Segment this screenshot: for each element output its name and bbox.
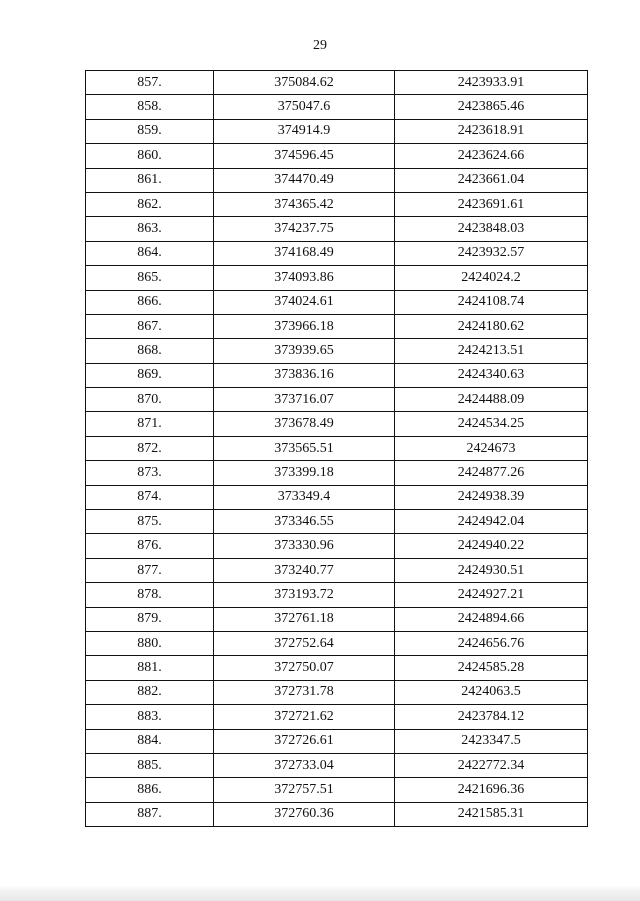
y-coordinate-cell: 2424877.26	[395, 461, 588, 485]
point-number-cell: 870.	[86, 388, 214, 412]
table-row	[86, 339, 588, 363]
x-coordinate-cell: 373939.65	[214, 339, 395, 363]
y-coordinate-cell: 2423624.66	[395, 144, 588, 168]
table-row	[86, 778, 588, 802]
x-coordinate-cell: 374093.86	[214, 266, 395, 290]
table-row	[86, 753, 588, 777]
x-coordinate-cell: 372721.62	[214, 705, 395, 729]
x-coordinate-cell: 373678.49	[214, 412, 395, 436]
y-coordinate-cell: 2424656.76	[395, 631, 588, 655]
x-coordinate-cell: 373346.55	[214, 510, 395, 534]
table-row	[86, 485, 588, 509]
table-row	[86, 705, 588, 729]
point-number-cell: 858.	[86, 95, 214, 119]
x-coordinate-cell: 375084.62	[214, 71, 395, 95]
point-number-cell: 863.	[86, 217, 214, 241]
y-coordinate-cell: 2423784.12	[395, 705, 588, 729]
point-number-cell: 881.	[86, 656, 214, 680]
y-coordinate-cell: 2423865.46	[395, 95, 588, 119]
table-row	[86, 144, 588, 168]
y-coordinate-cell: 2424340.63	[395, 363, 588, 387]
point-number-cell: 866.	[86, 290, 214, 314]
point-number-cell: 876.	[86, 534, 214, 558]
point-number-cell: 865.	[86, 266, 214, 290]
y-coordinate-cell: 2424673	[395, 436, 588, 460]
point-number-cell: 882.	[86, 680, 214, 704]
table-row	[86, 192, 588, 216]
x-coordinate-cell: 372726.61	[214, 729, 395, 753]
y-coordinate-cell: 2424894.66	[395, 607, 588, 631]
point-number-cell: 883.	[86, 705, 214, 729]
x-coordinate-cell: 373349.4	[214, 485, 395, 509]
table-row	[86, 583, 588, 607]
x-coordinate-cell: 373836.16	[214, 363, 395, 387]
table-row	[86, 388, 588, 412]
y-coordinate-cell: 2422772.34	[395, 753, 588, 777]
x-coordinate-cell: 374596.45	[214, 144, 395, 168]
point-number-cell: 880.	[86, 631, 214, 655]
x-coordinate-cell: 372733.04	[214, 753, 395, 777]
point-number-cell: 878.	[86, 583, 214, 607]
table-row	[86, 119, 588, 143]
point-number-cell: 857.	[86, 71, 214, 95]
y-coordinate-cell: 2423848.03	[395, 217, 588, 241]
x-coordinate-cell: 372757.51	[214, 778, 395, 802]
table-row	[86, 436, 588, 460]
y-coordinate-cell: 2421696.36	[395, 778, 588, 802]
x-coordinate-cell: 372752.64	[214, 631, 395, 655]
x-coordinate-cell: 372760.36	[214, 802, 395, 826]
table-row	[86, 314, 588, 338]
x-coordinate-cell: 373193.72	[214, 583, 395, 607]
table-row	[86, 607, 588, 631]
x-coordinate-cell: 373240.77	[214, 558, 395, 582]
x-coordinate-cell: 372731.78	[214, 680, 395, 704]
y-coordinate-cell: 2423933.91	[395, 71, 588, 95]
table-row	[86, 510, 588, 534]
x-coordinate-cell: 373966.18	[214, 314, 395, 338]
x-coordinate-cell: 373330.96	[214, 534, 395, 558]
table-row	[86, 217, 588, 241]
page-number: 29	[313, 38, 327, 53]
y-coordinate-cell: 2424930.51	[395, 558, 588, 582]
y-coordinate-cell: 2424942.04	[395, 510, 588, 534]
y-coordinate-cell: 2423347.5	[395, 729, 588, 753]
y-coordinate-cell: 2424940.22	[395, 534, 588, 558]
table-row	[86, 71, 588, 95]
y-coordinate-cell: 2423932.57	[395, 241, 588, 265]
x-coordinate-cell: 374168.49	[214, 241, 395, 265]
y-coordinate-cell: 2421585.31	[395, 802, 588, 826]
table-row	[86, 558, 588, 582]
table-row	[86, 412, 588, 436]
table-row	[86, 363, 588, 387]
point-number-cell: 886.	[86, 778, 214, 802]
y-coordinate-cell: 2424213.51	[395, 339, 588, 363]
table-row	[86, 266, 588, 290]
y-coordinate-cell: 2424024.2	[395, 266, 588, 290]
x-coordinate-cell: 374237.75	[214, 217, 395, 241]
y-coordinate-cell: 2424488.09	[395, 388, 588, 412]
point-number-cell: 860.	[86, 144, 214, 168]
x-coordinate-cell: 374470.49	[214, 168, 395, 192]
point-number-cell: 862.	[86, 192, 214, 216]
coordinates-table	[85, 70, 588, 827]
x-coordinate-cell: 373716.07	[214, 388, 395, 412]
table-row	[86, 168, 588, 192]
table-row	[86, 461, 588, 485]
table-row	[86, 680, 588, 704]
y-coordinate-cell: 2424063.5	[395, 680, 588, 704]
x-coordinate-cell: 372750.07	[214, 656, 395, 680]
point-number-cell: 864.	[86, 241, 214, 265]
point-number-cell: 884.	[86, 729, 214, 753]
table-row	[86, 802, 588, 826]
coordinates-table-body	[86, 71, 588, 827]
point-number-cell: 867.	[86, 314, 214, 338]
page-bottom-edge	[0, 885, 640, 901]
table-row	[86, 534, 588, 558]
point-number-cell: 869.	[86, 363, 214, 387]
table-row	[86, 729, 588, 753]
y-coordinate-cell: 2424108.74	[395, 290, 588, 314]
x-coordinate-cell: 373565.51	[214, 436, 395, 460]
y-coordinate-cell: 2424938.39	[395, 485, 588, 509]
point-number-cell: 879.	[86, 607, 214, 631]
y-coordinate-cell: 2423618.91	[395, 119, 588, 143]
point-number-cell: 873.	[86, 461, 214, 485]
y-coordinate-cell: 2424180.62	[395, 314, 588, 338]
point-number-cell: 877.	[86, 558, 214, 582]
y-coordinate-cell: 2424534.25	[395, 412, 588, 436]
table-row	[86, 631, 588, 655]
table-row	[86, 95, 588, 119]
table-row	[86, 656, 588, 680]
point-number-cell: 887.	[86, 802, 214, 826]
point-number-cell: 861.	[86, 168, 214, 192]
x-coordinate-cell: 374024.61	[214, 290, 395, 314]
point-number-cell: 875.	[86, 510, 214, 534]
point-number-cell: 868.	[86, 339, 214, 363]
x-coordinate-cell: 372761.18	[214, 607, 395, 631]
y-coordinate-cell: 2423691.61	[395, 192, 588, 216]
point-number-cell: 859.	[86, 119, 214, 143]
y-coordinate-cell: 2423661.04	[395, 168, 588, 192]
table-row	[86, 290, 588, 314]
x-coordinate-cell: 374914.9	[214, 119, 395, 143]
x-coordinate-cell: 373399.18	[214, 461, 395, 485]
x-coordinate-cell: 374365.42	[214, 192, 395, 216]
point-number-cell: 872.	[86, 436, 214, 460]
point-number-cell: 871.	[86, 412, 214, 436]
x-coordinate-cell: 375047.6	[214, 95, 395, 119]
table-row	[86, 241, 588, 265]
y-coordinate-cell: 2424585.28	[395, 656, 588, 680]
point-number-cell: 885.	[86, 753, 214, 777]
y-coordinate-cell: 2424927.21	[395, 583, 588, 607]
point-number-cell: 874.	[86, 485, 214, 509]
